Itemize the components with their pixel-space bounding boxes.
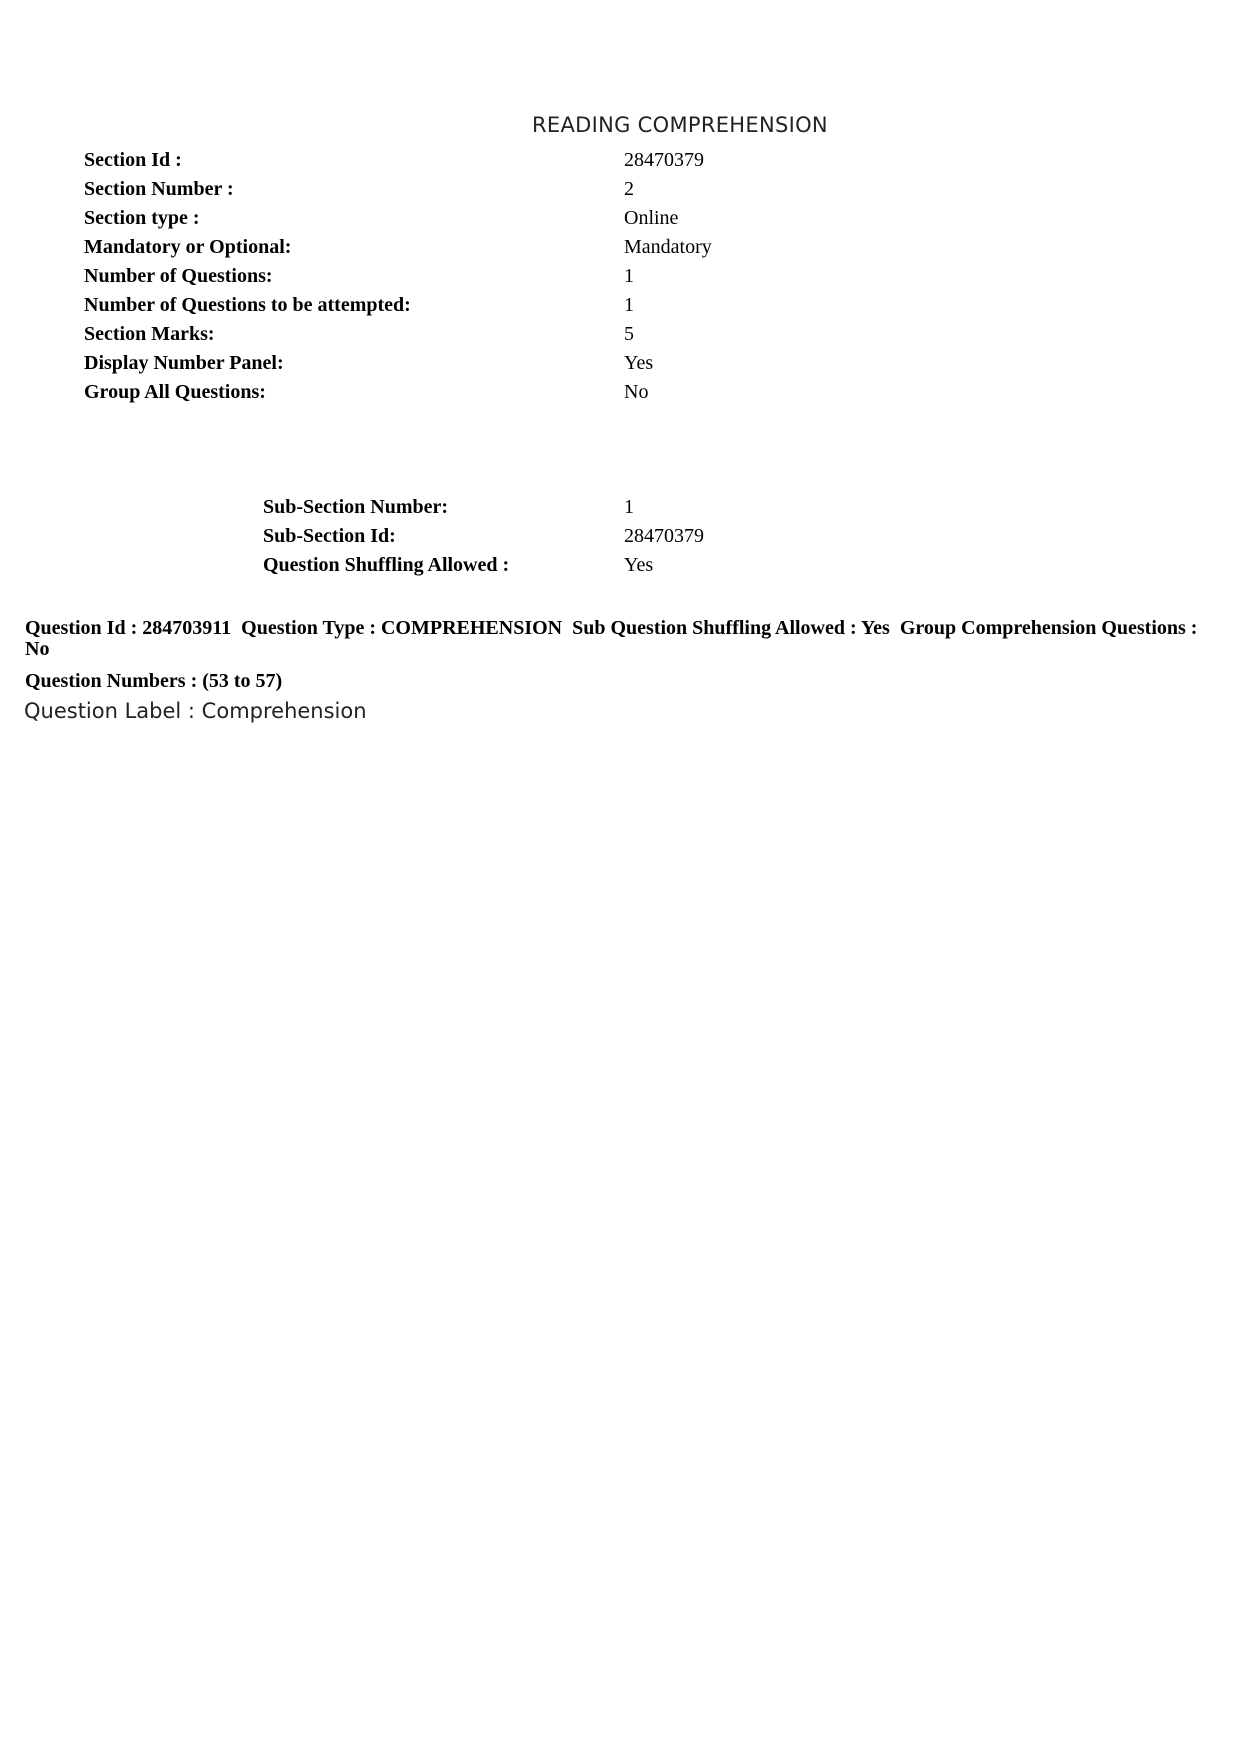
sub-question-shuffling: Sub Question Shuffling Allowed : Yes <box>572 617 890 639</box>
section-row-label: Section Id : <box>84 149 182 171</box>
question-type: Question Type : COMPREHENSION <box>241 617 563 639</box>
section-row <box>84 323 712 352</box>
section-row <box>84 207 712 236</box>
group-comprehension: Group Comprehension Questions : No <box>25 617 1198 660</box>
subsection-row-value: Yes <box>624 554 654 576</box>
section-row-value: Yes <box>624 352 654 374</box>
section-row <box>84 149 712 178</box>
subsection-row <box>263 496 704 525</box>
section-row <box>84 294 712 323</box>
section-row-value: 28470379 <box>624 149 704 171</box>
section-row-label: Mandatory or Optional: <box>84 236 292 258</box>
section-row-label: Section Number : <box>84 178 234 200</box>
section-row-value: No <box>624 381 649 403</box>
subsection-row-value: 28470379 <box>624 525 704 547</box>
section-row <box>84 352 712 381</box>
subsection-row-label: Sub-Section Id: <box>263 525 396 547</box>
subsection-info-table <box>263 496 704 583</box>
section-row-value: 2 <box>624 178 634 200</box>
section-row <box>84 236 712 265</box>
page-title: READING COMPREHENSION <box>532 113 828 137</box>
section-row-label: Number of Questions to be attempted: <box>84 294 411 316</box>
section-row-label: Display Number Panel: <box>84 352 284 374</box>
section-row <box>84 265 712 294</box>
subsection-row <box>263 554 704 583</box>
question-numbers: Question Numbers : (53 to 57) <box>25 670 283 692</box>
subsection-row-value: 1 <box>624 496 634 518</box>
question-meta <box>25 618 1205 660</box>
section-row-value: 1 <box>624 294 634 316</box>
question-label: Question Label : Comprehension <box>24 699 367 723</box>
section-row-label: Number of Questions: <box>84 265 273 287</box>
section-row-label: Section Marks: <box>84 323 215 345</box>
section-row <box>84 178 712 207</box>
section-row <box>84 381 712 410</box>
section-info-table <box>84 149 712 410</box>
section-row-value: 1 <box>624 265 634 287</box>
section-row-value: Online <box>624 207 679 229</box>
subsection-row-label: Sub-Section Number: <box>263 496 449 518</box>
section-row-label: Section type : <box>84 207 200 229</box>
section-row-value: Mandatory <box>624 236 712 258</box>
section-row-value: 5 <box>624 323 634 345</box>
subsection-row-label: Question Shuffling Allowed : <box>263 554 510 576</box>
section-row-label: Group All Questions: <box>84 381 266 403</box>
subsection-row <box>263 525 704 554</box>
question-id: Question Id : 284703911 <box>25 617 232 639</box>
